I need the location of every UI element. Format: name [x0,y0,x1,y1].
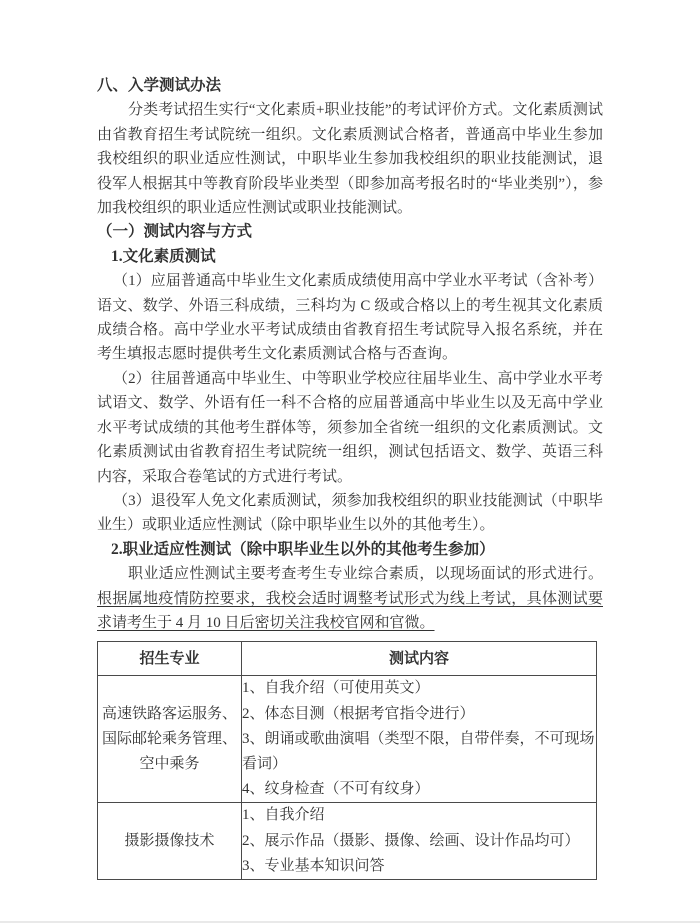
test-item: 3、专业基本知识问答 [242,857,385,874]
table-header-major: 招生专业 [98,642,242,676]
test-item: 2、展示作品（摄影、摄像、绘画、设计作品均可） [242,832,580,849]
culture-test-heading: 1.文化素质测试 [111,247,216,265]
aptitude-test-text: 职业适应性测试主要考查考生专业综合素质，以现场面试的形式进行。 [128,566,603,583]
test-item: 1、自我介绍（可使用英文） [242,680,430,697]
test-item: 3、朗诵或歌曲演唱（类型不限，自带伴奏，不可现场看词） [242,730,595,772]
major-line: 国际邮轮乘务管理、 [101,730,237,747]
major-line: 摄影摄像技术 [124,832,215,849]
subsection-1-heading: （一）测试内容与方式 [97,223,253,241]
culture-test-paragraph-1: （1）应届普通高中毕业生文化素质成绩使用高中学业水平考试（含补考）语文、数学、外语三科成绩，三科均为 C 级或合格以上的考生视其文化素质成绩合格。高中学业水平考试成绩由省教育招生考试院导入报名系统，并在考生填报志愿时提供考生文化素质测试合格与否查询。 [97,273,603,363]
table-row [98,803,597,880]
test-item: 2、体态目测（根据考官指令进行） [242,705,475,722]
page-bottom-edge [0,921,700,923]
document-content [97,74,603,880]
table-header-content: 测试内容 [242,642,597,676]
major-cell-photography [98,803,242,880]
intro-paragraph: 分类考试招生实行“文化素质+职业技能”的考试评价方式。文化素质测试由省教育招生考试院统一组织。文化素质测试合格者，普通高中毕业生参加我校组织的职业适应性测试，中职毕业生参加我校组织的职业技能测试，退役军人根据其中等教育阶段毕业类型（即参加高考报名时的“毕业类别”），参加我校组织的职业适应性测试或职业技能测试。 [97,102,603,217]
major-line: 空中乘务 [139,755,200,772]
major-cell-rail-cruise-air [98,676,242,803]
section-8-heading: 八、入学测试办法 [97,77,222,94]
table-header-row [98,642,597,676]
test-content-table [97,641,597,880]
culture-test-paragraph-2: （2）往届普通高中毕业生、中等职业学校应往届毕业生、高中学业水平考试语文、数学、外语有任一科不合格的应届普通高中毕业生以及无高中学业水平考试成绩的其他考生群体等，须参加全省统一组织的文化素质测试。文化素质测试由省教育招生考试院统一组织，测试包括语文、数学、英语三科内容，采取合卷笔试的方式进行考试。 [97,370,603,485]
major-line: 高速铁路客运服务、 [101,705,237,722]
test-items-cell [242,803,597,880]
test-item: 4、纹身检查（不可有纹身） [242,781,430,798]
culture-test-paragraph-3: （3）退役军人免文化素质测试，须参加我校组织的职业技能测试（中职毕业生）或职业适应性测试（除中职毕业生以外的其他考生）。 [97,492,603,534]
table-row [98,676,597,803]
aptitude-test-underlined-text: 根据属地疫情防控要求，我校会适时调整考试形式为线上考试，具体测试要求请考生于 4 月 10 日后密切关注我校官网和官微。 [97,590,603,631]
aptitude-test-paragraph [97,562,603,635]
aptitude-test-heading: 2.职业适应性测试（除中职毕业生以外的其他考生参加） [111,540,495,558]
test-items-cell [242,676,597,803]
test-item: 1、自我介绍 [242,807,325,824]
